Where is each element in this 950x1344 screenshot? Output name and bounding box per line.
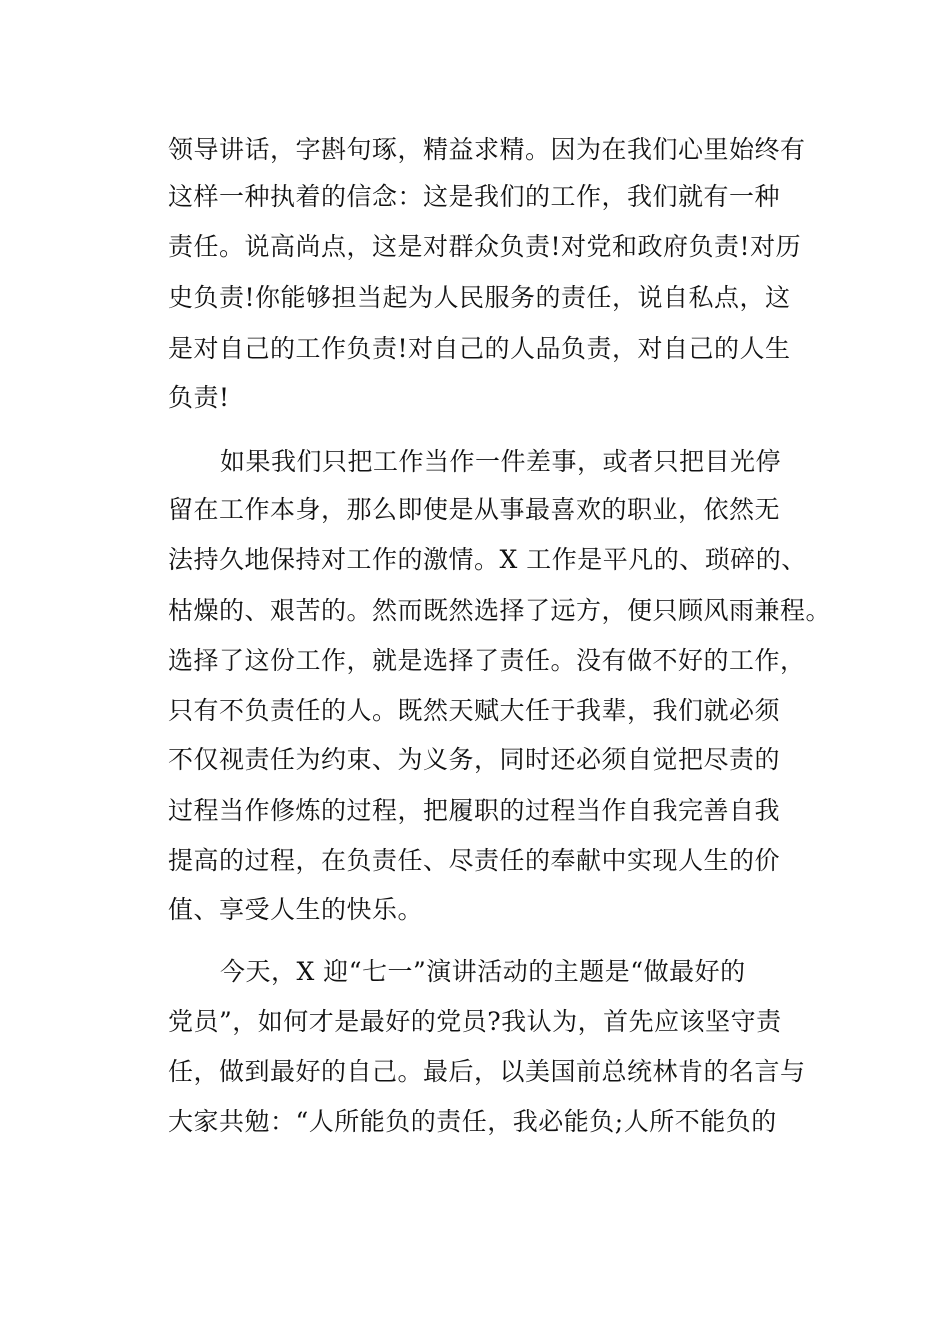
text-line: 不仅视责任为约束、为义务，同时还必须自觉把尽责的 bbox=[168, 745, 781, 774]
text-line: 只有不负责任的人。既然天赋大任于我辈，我们就必须 bbox=[168, 696, 781, 725]
text-line: 今天，X 迎“七一”演讲活动的主题是“做最好的 bbox=[220, 957, 746, 986]
text-line: 负责! bbox=[168, 383, 230, 412]
text-line: 党员”，如何才是最好的党员?我认为，首先应该坚守责 bbox=[168, 1007, 782, 1036]
text-line: 领导讲话，字斟句琢，精益求精。因为在我们心里始终有 bbox=[168, 135, 806, 164]
text-line: 责任。说高尚点，这是对群众负责!对党和政府负责!对历 bbox=[168, 232, 802, 261]
text-line: 留在工作本身，那么即使是从事最喜欢的职业，依然无 bbox=[168, 495, 781, 524]
text-line: 大家共勉：“人所能负的责任，我必能负;人所不能负的 bbox=[168, 1107, 777, 1136]
text-line: 提高的过程，在负责任、尽责任的奉献中实现人生的价 bbox=[168, 846, 781, 875]
text-line: 如果我们只把工作当作一件差事，或者只把目光停 bbox=[220, 447, 782, 476]
text-line: 是对自己的工作负责!对自己的人品负责，对自己的人生 bbox=[168, 334, 791, 363]
text-line: 值、享受人生的快乐。 bbox=[168, 895, 424, 924]
text-line: 过程当作修炼的过程，把履职的过程当作自我完善自我 bbox=[168, 796, 781, 825]
text-line: 这样一种执着的信念：这是我们的工作，我们就有一种 bbox=[168, 182, 781, 211]
text-line: 任，做到最好的自己。最后，以美国前总统林肯的名言与 bbox=[168, 1057, 806, 1086]
text-line: 选择了这份工作，就是选择了责任。没有做不好的工作， bbox=[168, 646, 806, 675]
text-line: 法持久地保持对工作的激情。X 工作是平凡的、琐碎的、 bbox=[168, 545, 807, 574]
text-line: 枯燥的、艰苦的。然而既然选择了远方，便只顾风雨兼程。 bbox=[168, 596, 832, 625]
text-line: 史负责!你能够担当起为人民服务的责任，说自私点，这 bbox=[168, 283, 791, 312]
